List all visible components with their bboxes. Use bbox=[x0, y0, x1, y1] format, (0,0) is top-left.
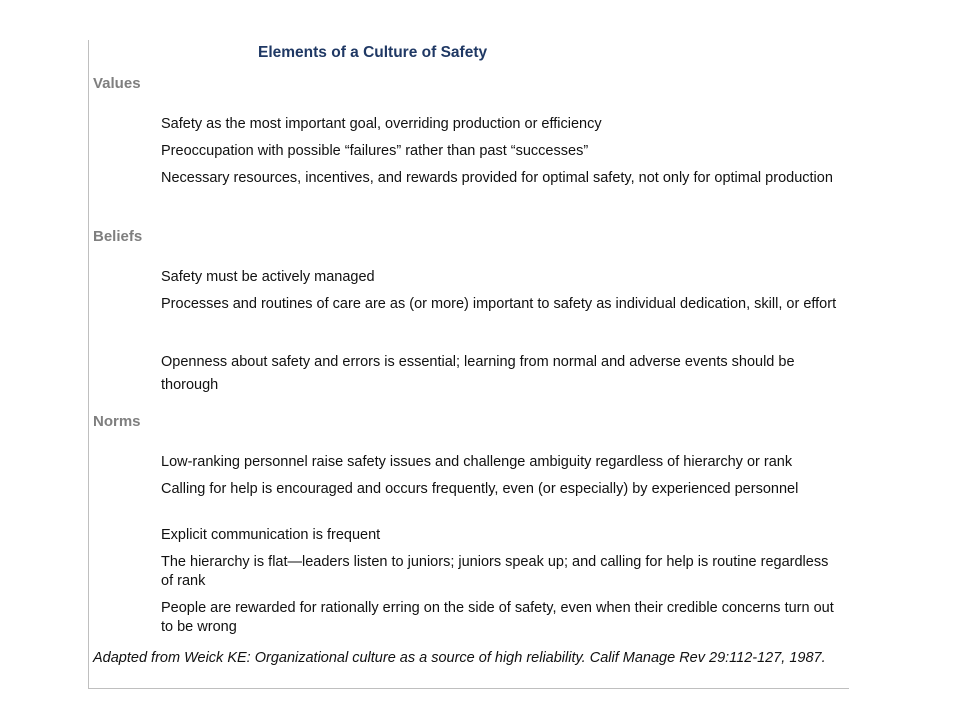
norms-item: The hierarchy is flat—leaders listen to juniors; juniors speak up; and calling for help is routine regardless of rank bbox=[161, 554, 829, 589]
beliefs-item: Openness about safety and errors is essential; learning from normal and adverse events should be thorough bbox=[161, 354, 795, 393]
norms-item: Calling for help is encouraged and occurs frequently, even (or especially) by experienced personnel bbox=[161, 481, 799, 497]
values-item: Safety as the most important goal, overriding production or efficiency bbox=[161, 116, 602, 132]
values-item: Necessary resources, incentives, and rewards provided for optimal safety, not only for optimal production bbox=[161, 170, 833, 186]
norms-item: Low-ranking personnel raise safety issues and challenge ambiguity regardless of hierarchy or rank bbox=[161, 454, 793, 470]
citation: Adapted from Weick KE: Organizational culture as a source of high reliability. Calif Manage Rev 29:112-127, 1987. bbox=[93, 650, 826, 666]
values-item: Preoccupation with possible “failures” rather than past “successes” bbox=[161, 143, 589, 159]
beliefs-item: Processes and routines of care are as (or more) important to safety as individual dedication, skill, or effort bbox=[161, 296, 837, 312]
norms-item: Explicit communication is frequent bbox=[161, 527, 381, 543]
document-page bbox=[88, 40, 849, 689]
beliefs-item: Safety must be actively managed bbox=[161, 269, 375, 285]
section-heading-norms: Norms bbox=[93, 413, 141, 430]
section-heading-beliefs: Beliefs bbox=[93, 228, 143, 245]
document-title: Elements of a Culture of Safety bbox=[258, 44, 488, 61]
norms-item: People are rewarded for rationally erring on the side of safety, even when their credible concerns turn out to be wrong bbox=[161, 600, 834, 635]
section-heading-values: Values bbox=[93, 75, 141, 92]
